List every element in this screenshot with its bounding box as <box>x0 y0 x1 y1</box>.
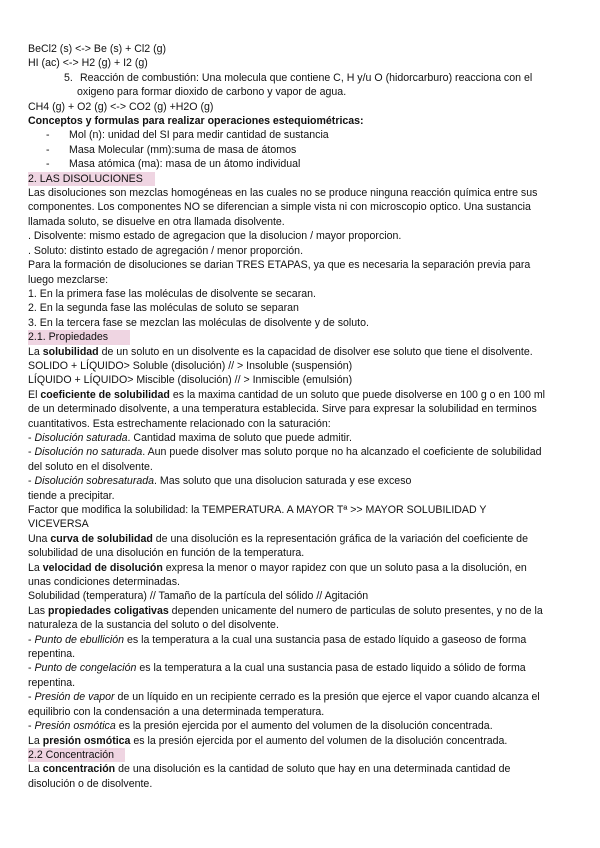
italic-term: Punto de ebullición <box>34 633 125 646</box>
bullet-dash: - <box>46 129 50 142</box>
heading-highlight: 2.1. Propiedades <box>28 330 130 344</box>
bold-term: solubilidad <box>42 345 99 358</box>
italic-term: Presión de vapor <box>34 691 115 704</box>
equation-line: BeCl2 (s) <-> Be (s) + Cl2 (g) <box>28 43 167 55</box>
paragraph-line: 1. En la primera fase las moléculas de disolvente se secaran. <box>28 287 316 300</box>
text-run: . Mas soluto que una disolucion saturada y ese exceso <box>154 475 412 488</box>
bullet-dash: - <box>46 158 50 171</box>
paragraph-line: . Disolvente: mismo estado de agregacion que la disolucion / mayor proporcion. <box>28 230 402 243</box>
paragraph-line: componentes. Los componentes NO se diferencian a simple vista ni con microscopio optico. Una sustancia <box>28 201 531 214</box>
text-run: La <box>28 734 43 747</box>
text-run: expresa la menor o mayor rapidez con que un soluto pasa a la disolución, en <box>162 561 527 574</box>
subsection-heading <box>28 330 572 344</box>
paragraph-line: luego mezclarse: <box>28 273 109 286</box>
item-number: 5. <box>64 71 73 84</box>
paragraph-line <box>28 345 572 359</box>
bullet-text: Mol (n): unidad del SI para medir cantidad de sustancia <box>69 129 329 142</box>
bullet-text: Masa Molecular (mm):suma de masa de átomos <box>69 143 297 156</box>
paragraph-line <box>28 388 572 402</box>
bold-term: velocidad de disolución <box>42 561 163 574</box>
paragraph-line: equilibrio con la condensación a una determinada temperatura. <box>28 705 325 718</box>
text-run: - <box>28 446 35 459</box>
text-run: . Aun puede disolver mas soluto porque no ha alcanzado el coeficiente de solubilidad <box>142 446 542 459</box>
text-run: es la temperatura a la cual una sustancia pasa de estado liquido a sólido de forma <box>136 662 526 675</box>
paragraph-line: VICEVERSA <box>28 518 89 531</box>
bullet-item <box>28 143 572 157</box>
text-run: es la presión ejercida por el aumento del volumen de la disolución concentrada. <box>130 734 508 747</box>
paragraph-line <box>28 661 572 675</box>
text-run: - <box>28 633 35 646</box>
italic-term: Punto de congelación <box>34 662 137 675</box>
text-run: - <box>28 720 35 733</box>
text-run: La <box>28 763 43 776</box>
text-run: - <box>28 475 35 488</box>
paragraph-line: Para la formación de disoluciones se darian TRES ETAPAS, ya que es necesaria la separación previa para <box>28 259 531 272</box>
text-run: Las <box>28 604 49 617</box>
italic-term: Disolución sobresaturada <box>34 475 155 488</box>
heading-highlight: 2. LAS DISOLUCIONES <box>28 172 155 186</box>
paragraph-line <box>28 445 572 459</box>
paragraph-line <box>28 561 572 575</box>
text-run: . Cantidad maxima de soluto que puede admitir. <box>127 431 352 444</box>
paragraph-line: tiende a precipitar. <box>28 489 115 502</box>
text-run: - <box>28 691 35 704</box>
paragraph-line: 3. En la tercera fase se mezclan las moléculas de disolvente y de soluto. <box>28 316 369 329</box>
text-run: El <box>28 388 41 401</box>
text-run: La <box>28 561 43 574</box>
section-heading <box>28 172 572 186</box>
paragraph-line <box>28 633 572 647</box>
paragraph-line: Factor que modifica la solubilidad: la TEMPERATURA. A MAYOR Tª >> MAYOR SOLUBILIDAD Y <box>28 504 487 516</box>
bullet-item <box>28 128 572 142</box>
equation-line: HI (ac) <-> H2 (g) + I2 (g) <box>28 57 148 70</box>
text-run: - <box>28 431 35 444</box>
paragraph-line: repentina. <box>28 648 76 661</box>
bullet-dash: - <box>46 143 50 156</box>
bold-term: propiedades coligativas <box>48 604 169 617</box>
text-run: de un líquido en un recipiente cerrado es la presión que ejerce el vapor cuando alcanza el <box>114 691 540 704</box>
numbered-item <box>28 71 572 85</box>
bold-term: presión osmótica <box>42 734 131 747</box>
paragraph-line: repentina. <box>28 676 76 689</box>
paragraph-line: cuantitativos. Esta estrechamente relacionado con la saturación: <box>28 417 331 430</box>
paragraph-line <box>28 474 572 488</box>
text-run: es la temperatura a la cual una sustancia pasa de estado líquido a gaseoso de forma <box>124 633 527 646</box>
paragraph-line <box>28 431 572 445</box>
text-run: de un soluto en un disolvente es la capacidad de disolver ese soluto que tiene el disolvente. <box>98 345 533 358</box>
subsection-heading <box>28 748 572 762</box>
text-run: Una <box>28 532 51 545</box>
italic-term: Disolución saturada <box>34 431 128 444</box>
paragraph-line: de un determinado disolvente, a una temperatura establecida. Sirve para expresar la solubilidad en terminos <box>28 403 537 416</box>
paragraph-line <box>28 604 572 618</box>
paragraph-line: llamada soluto, se disuelve en otra llamada disolvente. <box>28 215 285 228</box>
paragraph-line <box>28 734 572 748</box>
text-run: es la maxima cantidad de un soluto que puede disolverse en 100 g o en 100 ml <box>169 388 546 401</box>
text-run: de una disolución es la cantidad de soluto que hay en una determinada cantidad de <box>115 763 511 776</box>
bullet-text: Masa atómica (ma): masa de un átomo individual <box>69 158 301 171</box>
section-subheading: Conceptos y formulas para realizar operaciones estequiométricas: <box>28 115 364 128</box>
italic-term: Disolución no saturada <box>34 446 143 459</box>
bold-term: concentración <box>42 763 116 776</box>
text-run: dependen unicamente del numero de particulas de soluto presentes, y no de la <box>168 604 543 617</box>
text-run: es la presión ejercida por el aumento del volumen de la disolución concentrada. <box>115 720 493 733</box>
text-run: de una disolución es la representación gráfica de la variación del coeficiente de <box>152 532 528 545</box>
italic-term: Presión osmótica <box>34 720 116 733</box>
paragraph-line: Solubilidad (temperatura) // Tamaño de la partícula del sólido // Agitación <box>28 590 369 603</box>
paragraph-line: Las disoluciones son mezclas homogéneas en las cuales no se produce ninguna reacción química entre sus <box>28 187 538 200</box>
bullet-item <box>28 157 572 171</box>
numbered-item-continuation: oxigeno para formar dioxido de carbono y vapor de agua. <box>77 86 347 99</box>
paragraph-line: LÍQUIDO + LÍQUIDO> Miscible (disolución) // > Inmiscible (emulsión) <box>28 374 353 387</box>
paragraph-line <box>28 762 572 776</box>
item-text: Reacción de combustión: Una molecula que contiene C, H y/u O (hidorcarburo) reacciona con el <box>79 71 533 84</box>
paragraph-line: SOLIDO + LÍQUIDO> Soluble (disolución) // > Insoluble (suspensión) <box>28 359 353 372</box>
text-run: - <box>28 662 35 675</box>
paragraph-line <box>28 690 572 704</box>
paragraph-line: naturaleza de la sustancia del soluto o del disolvente. <box>28 619 279 632</box>
paragraph-line: disolución o de disolvente. <box>28 777 153 790</box>
equation-line: CH4 (g) + O2 (g) <-> CO2 (g) +H2O (g) <box>28 100 214 113</box>
bold-term: curva de solubilidad <box>50 532 153 545</box>
paragraph-line <box>28 532 572 546</box>
paragraph-line <box>28 719 572 733</box>
paragraph-line: 2. En la segunda fase las moléculas de soluto se separan <box>28 302 299 315</box>
paragraph-line: unas condiciones determinadas. <box>28 576 180 589</box>
text-run: La <box>28 345 43 358</box>
bold-term: coeficiente de solubilidad <box>40 388 170 401</box>
paragraph-line: solubilidad de una disolución en función de la temperatura. <box>28 547 305 560</box>
paragraph-line: . Soluto: distinto estado de agregación / menor proporción. <box>28 244 304 257</box>
paragraph-line: del soluto en el disolvente. <box>28 460 153 473</box>
heading-highlight: 2.2 Concentración <box>28 748 125 762</box>
